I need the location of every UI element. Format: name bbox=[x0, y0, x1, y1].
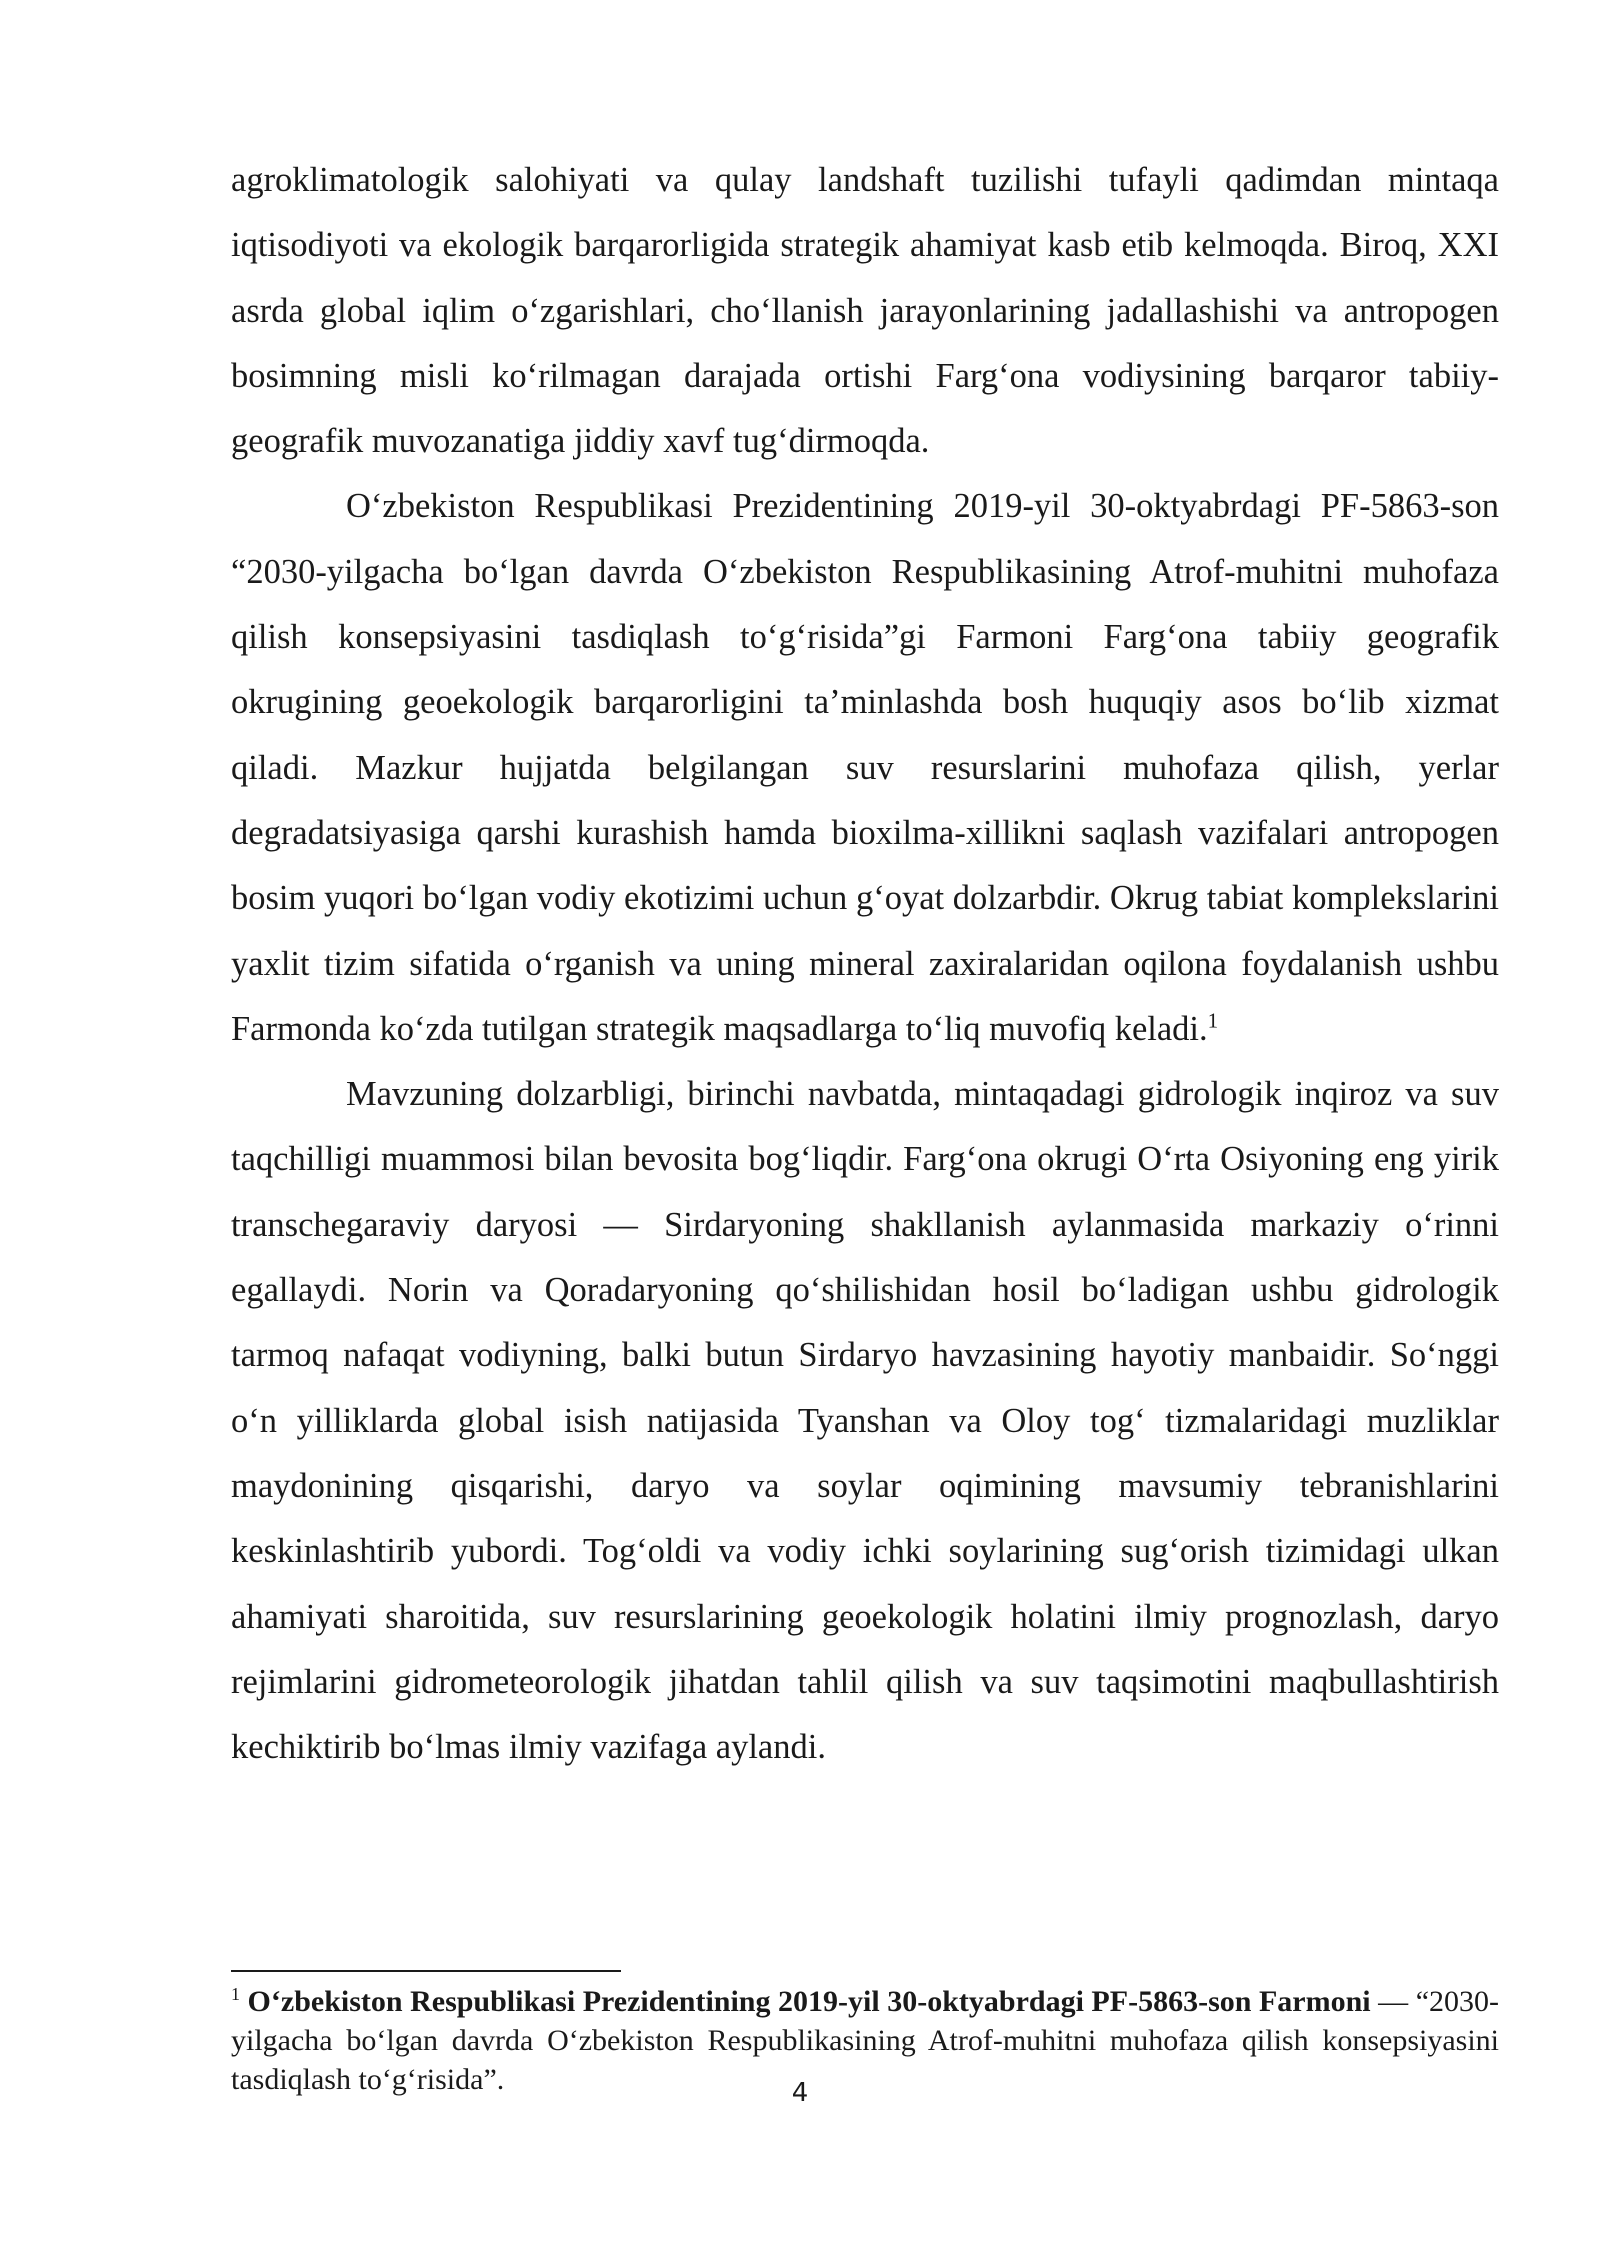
footnote-text: — “2030-yilgacha bo‘lgan davrda O‘zbekiston Respublikasining Atrof-muhitni muhofaza qilish konsepsiyasini tasdiqlash to‘g‘risida”. bbox=[231, 1985, 1500, 2096]
paragraph-1: agroklimatologik salohiyati va qulay landshaft tuzilishi tufayli qadimdan mintaqa iqtisodiyoti va ekologik barqarorligida strategik ahamiyat kasb etib kelmoqda. Biroq, XXI asrda global iqlim o‘zgarishlari, cho‘llanish jarayonlarining jadallashishi va antropogen bosimning misli ko‘rilmagan darajada ortishi Farg‘ona vodiysining barqaror tabiiy-geografik muvozanatiga jiddiy xavf tug‘dirmoqda. bbox=[231, 161, 1499, 461]
body-text bbox=[231, 148, 1499, 1780]
footnote-separator bbox=[231, 1970, 621, 1972]
paragraph-3: Mavzuning dolzarbligi, birinchi navbatda, mintaqadagi gidrologik inqiroz va suv taqchilligi muammosi bilan bevosita bog‘liqdir. Farg‘ona okrugi O‘rta Osiyoning eng yirik transchegaraviy daryosi — Sirdaryoning shakllanish aylanmasida markaziy o‘rinni egallaydi. Norin va Qoradaryoning qo‘shilishidan hosil bo‘ladigan ushbu gidrologik tarmoq nafaqat vodiyning, balki butun Sirdaryo havzasining hayotiy manbaidir. So‘nggi o‘n yilliklarda global isish natijasida Tyanshan va Oloy tog‘ tizmalaridagi muzliklar maydonining qisqarishi, daryo va soylar oqimining mavsumiy tebranishlarini keskinlashtirib yubordi. Tog‘oldi va vodiy ichki soylarining sug‘orish tizimidagi ulkan ahamiyati sharoitida, suv resurslarining geoekologik holatini ilmiy prognozlash, daryo rejimlarini gidrometeorologik jihatdan tahlil qilish va suv taqsimotini maqbullashtirish kechiktirib bo‘lmas ilmiy vazifaga aylandi. bbox=[231, 1075, 1499, 1767]
paragraph-2-text: O‘zbekiston Respublikasi Prezidentining 2019-yil 30-oktyabrdagi PF-5863-son “2030-yilgacha bo‘lgan davrda O‘zbekiston Respublikasining Atrof-muhitni muhofaza qilish konsepsiyasini tasdiqlash to‘g‘risida”gi Farmoni Farg‘ona tabiiy geografik okrugining geoekologik barqarorligini ta’minlashda bosh huquqiy asos bo‘lib xizmat qiladi. Mazkur hujjatda belgilangan suv resurslarini muhofaza qilish, yerlar degradatsiyasiga qarshi kurashish hamda bioxilma-xillikni saqlash vazifalari antropogen bosim yuqori bo‘lgan vodiy ekotizimi uchun g‘oyat dolzarbdir. Okrug tabiat komplekslarini yaxlit tizim sifatida o‘rganish va uning mineral zaxiralaridan oqilona foydalanish ushbu Farmonda ko‘zda tutilgan strategik maqsadlarga to‘liq muvofiq keladi. bbox=[231, 487, 1499, 1048]
paragraph-2 bbox=[231, 474, 1499, 1062]
footnote-bold-title: O‘zbekiston Respublikasi Prezidentining 2019-yil 30-oktyabrdagi PF-5863-son Farmoni bbox=[247, 1985, 1371, 2018]
footnote-reference[interactable]: 1 bbox=[1207, 1008, 1219, 1033]
footnote-mark: 1 bbox=[231, 1984, 240, 2004]
page-number: 4 bbox=[791, 2078, 809, 2108]
